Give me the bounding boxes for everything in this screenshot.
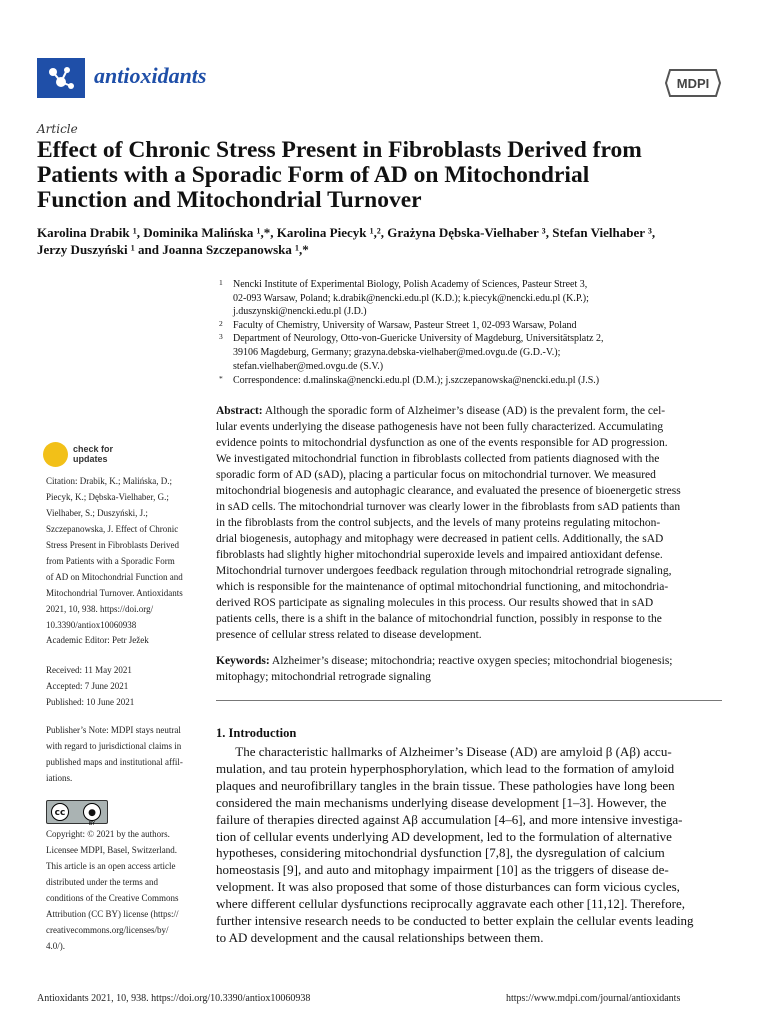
check-for-updates-line: check for xyxy=(73,444,114,454)
academic-editor: Academic Editor: Petr Ježek xyxy=(46,635,149,645)
note-line: iations. xyxy=(46,773,73,783)
intro-line: mulation, and tau protein hyperphosphorylation, which lead to the formation of amyloid xyxy=(216,760,675,776)
keywords-line: Alzheimer’s disease; mitochondria; reactive oxygen species; mitochondrial biogenesis; xyxy=(269,655,673,667)
publisher-logo[interactable] xyxy=(664,68,722,98)
affiliations xyxy=(219,278,729,388)
dates-block xyxy=(46,662,206,710)
affiliation-line: Department of Neurology, Otto-von-Guericke University of Magdeburg, Universitätsplatz 2, xyxy=(233,333,604,345)
citation-block xyxy=(46,473,206,633)
published-date: Published: 10 June 2021 xyxy=(46,697,135,707)
affiliation-line[interactable]: j.duszynski@nencki.edu.pl (J.D.) xyxy=(233,306,367,318)
molecule-icon xyxy=(45,64,77,92)
copyright-block xyxy=(46,826,206,954)
publisher-text: MDPI xyxy=(676,76,710,91)
accepted-date: Accepted: 7 June 2021 xyxy=(46,681,129,691)
citation-line: from Patients with a Sporadic Form xyxy=(46,556,175,566)
citation-line[interactable]: 10.3390/antiox10060938 xyxy=(46,620,137,630)
author-list xyxy=(37,224,737,258)
affiliation-line: Faculty of Chemistry, University of Warsaw, Pasteur Street 1, 02-093 Warsaw, Poland xyxy=(233,319,577,331)
cc-license-badge[interactable] xyxy=(46,800,108,827)
intro-line: The characteristic hallmarks of Alzheimer’s Disease (AD) are amyloid β (Aβ) accu- xyxy=(216,744,672,759)
keywords xyxy=(216,653,728,685)
note-line: published maps and institutional affil- xyxy=(46,757,183,767)
cc-icon: cc xyxy=(51,803,69,821)
copyright-line: conditions of the Creative Commons xyxy=(46,893,179,903)
abstract-line: in the fibroblasts from the control subjects, and the levels of many proteins regulating mitochon- xyxy=(216,517,661,529)
abstract-line: mitochondrial biogenesis and autophagic clearance, and evaluated the presence of bioenergetic stress xyxy=(216,485,681,497)
affiliation-line[interactable]: 02-093 Warsaw, Poland; k.drabik@nencki.edu.pl (K.D.); k.piecyk@nencki.edu.pl (K.P.); xyxy=(233,292,589,304)
abstract-line: drial biogenesis, autophagy and mitophagy were decreased in patient cells. Additionally, the sAD xyxy=(216,533,664,545)
copyright-line[interactable]: 4.0/). xyxy=(46,941,65,951)
title-line: Effect of Chronic Stress Present in Fibroblasts Derived from xyxy=(37,137,642,163)
abstract-line: Mitochondrial turnover undergoes feedback regulation through mitochondrial retrograde signaling, xyxy=(216,565,672,577)
citation-line: of AD on Mitochondrial Function and xyxy=(46,572,183,582)
citation-line: Szczepanowska, J. Effect of Chronic xyxy=(46,524,179,534)
note-line: with regard to jurisdictional claims in xyxy=(46,741,182,751)
author-line: Jerzy Duszyński ¹ and Joanna Szczepanowska ¹,* xyxy=(37,242,309,257)
copyright-line[interactable]: creativecommons.org/licenses/by/ xyxy=(46,925,169,935)
abstract-line: We investigated mitochondrial function in fibroblasts collected from patients diagnosed with the xyxy=(216,453,660,465)
abstract-line: lular events underlying the disease pathogenesis have not been fully characterized. Accumulating xyxy=(216,421,664,433)
affiliation-line[interactable]: stefan.vielhaber@med.ovgu.de (S.V.) xyxy=(233,360,384,372)
affiliation-number: 3 xyxy=(219,332,223,342)
intro-line: velopment. It was also proposed that some of those disturbances can form vicious cycles, xyxy=(216,879,680,895)
intro-line: plaques and neurofibrillary tangles in the brain tissue. These pathologies have long been xyxy=(216,777,675,793)
citation-line: Stress Present in Fibroblasts Derived xyxy=(46,540,179,550)
citation-line[interactable]: 2021, 10, 938. https://doi.org/ xyxy=(46,604,154,614)
copyright-line: distributed under the terms and xyxy=(46,877,158,887)
cc-by-label: BY xyxy=(88,821,96,827)
introduction-body xyxy=(216,744,728,947)
section-heading: 1. Introduction xyxy=(216,726,297,740)
abstract-line: Although the sporadic form of Alzheimer’s disease (AD) is the prevalent form, the cel- xyxy=(262,405,666,417)
citation-line: Citation: Drabik, K.; Malińska, D.; xyxy=(46,476,172,486)
intro-line: homeostasis [9], and auto and mitophagy impairment [10] as the triggers of disease de- xyxy=(216,862,669,878)
copyright-line: Copyright: © 2021 by the authors. xyxy=(46,829,170,839)
title-line: Patients with a Sporadic Form of AD on Mitochondrial xyxy=(37,162,590,188)
affiliation-2 xyxy=(219,319,729,333)
journal-logo xyxy=(37,58,85,98)
intro-line: tion of cellular events underlying AD development, led to the formulation of alternative xyxy=(216,828,672,844)
intro-line: hypotheses, considering mitochondrial dysfunction [7,8], the dysregulation of calcium xyxy=(216,845,665,861)
copyright-line: This article is an open access article xyxy=(46,861,176,871)
intro-line: further intensive research needs to be conducted to better explain the cellular events leading xyxy=(216,913,694,929)
author-line: Karolina Drabik ¹, Dominika Malińska ¹,*, Karolina Piecyk ¹,², Grażyna Dębska-Vielhaber ³, Stefan Vielhaber ³, xyxy=(37,225,656,240)
affiliation-number: * xyxy=(219,374,223,384)
intro-line: to AD development and the causal relationships between them. xyxy=(216,929,544,945)
affiliation-number: 2 xyxy=(219,318,223,328)
abstract-line: in sAD cells. The mitochondrial turnover was clearly lower in the fibroblasts from sAD patients than xyxy=(216,501,681,513)
article-type: Article xyxy=(37,122,78,136)
footer-journal-link[interactable]: https://www.mdpi.com/journal/antioxidants xyxy=(506,993,681,1004)
citation-line: Piecyk, K.; Dębska-Vielhaber, G.; xyxy=(46,492,169,502)
note-line: Publisher’s Note: MDPI stays neutral xyxy=(46,725,181,735)
publisher-note xyxy=(46,722,206,786)
citation-line: Mitochondrial Turnover. Antioxidants xyxy=(46,588,183,598)
section-divider xyxy=(216,700,722,701)
affiliation-number: 1 xyxy=(219,278,223,287)
affiliation-1 xyxy=(219,278,729,319)
intro-line: where different cellular dysfunctions reciprocally aggravate each other [11,12]. Therefore, xyxy=(216,896,685,912)
intro-line: considered the main mechanisms underlying disease development [1–3]. However, the xyxy=(216,794,667,810)
check-for-updates-text xyxy=(73,444,113,464)
footer-citation[interactable]: Antioxidants 2021, 10, 938. https://doi.org/10.3390/antiox10060938 xyxy=(37,993,311,1004)
abstract-line: fibroblasts had slightly higher mitochondrial superoxide levels and impaired antioxidant defense. xyxy=(216,549,663,561)
abstract-line: patients cells, there is a shift in the balance of mitochondrial function, possibly in response to the xyxy=(216,613,662,625)
abstract-line: which is responsible for the maintenance of optimal mitochondrial functioning, and mitochondria- xyxy=(216,581,669,593)
correspondence-line[interactable]: Correspondence: d.malinska@nencki.edu.pl (D.M.); j.szczepanowska@nencki.edu.pl (J.S.) xyxy=(233,375,600,387)
check-icon xyxy=(43,442,68,467)
intro-line: failure of therapies directed against Aβ accumulation [4–6], and more intensive investiga- xyxy=(216,811,683,827)
abstract-line: evidence points to mitochondrial dysfunction as one of the events responsible for AD progression. xyxy=(216,437,668,449)
title-line: Function and Mitochondrial Turnover xyxy=(37,187,422,213)
affiliation-line[interactable]: 39106 Magdeburg, Germany; grazyna.debska-vielhaber@med.ovgu.de (G.D.-V.); xyxy=(233,346,561,358)
copyright-line[interactable]: Attribution (CC BY) license (https:// xyxy=(46,909,179,919)
received-date: Received: 11 May 2021 xyxy=(46,665,132,675)
abstract-line: derived ROS participate as signaling molecules in this process. Our results showed that in sAD xyxy=(216,597,654,609)
abstract-line: presence of cellular stress related to disease development. xyxy=(216,629,482,641)
correspondence xyxy=(219,374,729,388)
abstract-line: sporadic form of AD (sAD), placing a particular focus on mitochondrial turnover. We measured xyxy=(216,469,656,481)
affiliation-3 xyxy=(219,332,729,373)
check-for-updates-badge[interactable] xyxy=(43,442,163,470)
keywords-line: mitophagy; mitochondrial retrograde signaling xyxy=(216,671,431,683)
affiliation-line: Nencki Institute of Experimental Biology, Polish Academy of Sciences, Pasteur Street 3, xyxy=(233,279,588,290)
journal-name[interactable]: antioxidants xyxy=(94,63,207,88)
citation-line: Vielhaber, S.; Duszyński, J.; xyxy=(46,508,148,518)
copyright-line: Licensee MDPI, Basel, Switzerland. xyxy=(46,845,177,855)
check-for-updates-line: updates xyxy=(73,454,108,464)
paper-title xyxy=(37,138,737,213)
abstract xyxy=(216,403,728,643)
abstract-label: Abstract: xyxy=(216,405,263,417)
attribution-icon: ● xyxy=(83,803,101,821)
keywords-label: Keywords: xyxy=(216,655,270,667)
